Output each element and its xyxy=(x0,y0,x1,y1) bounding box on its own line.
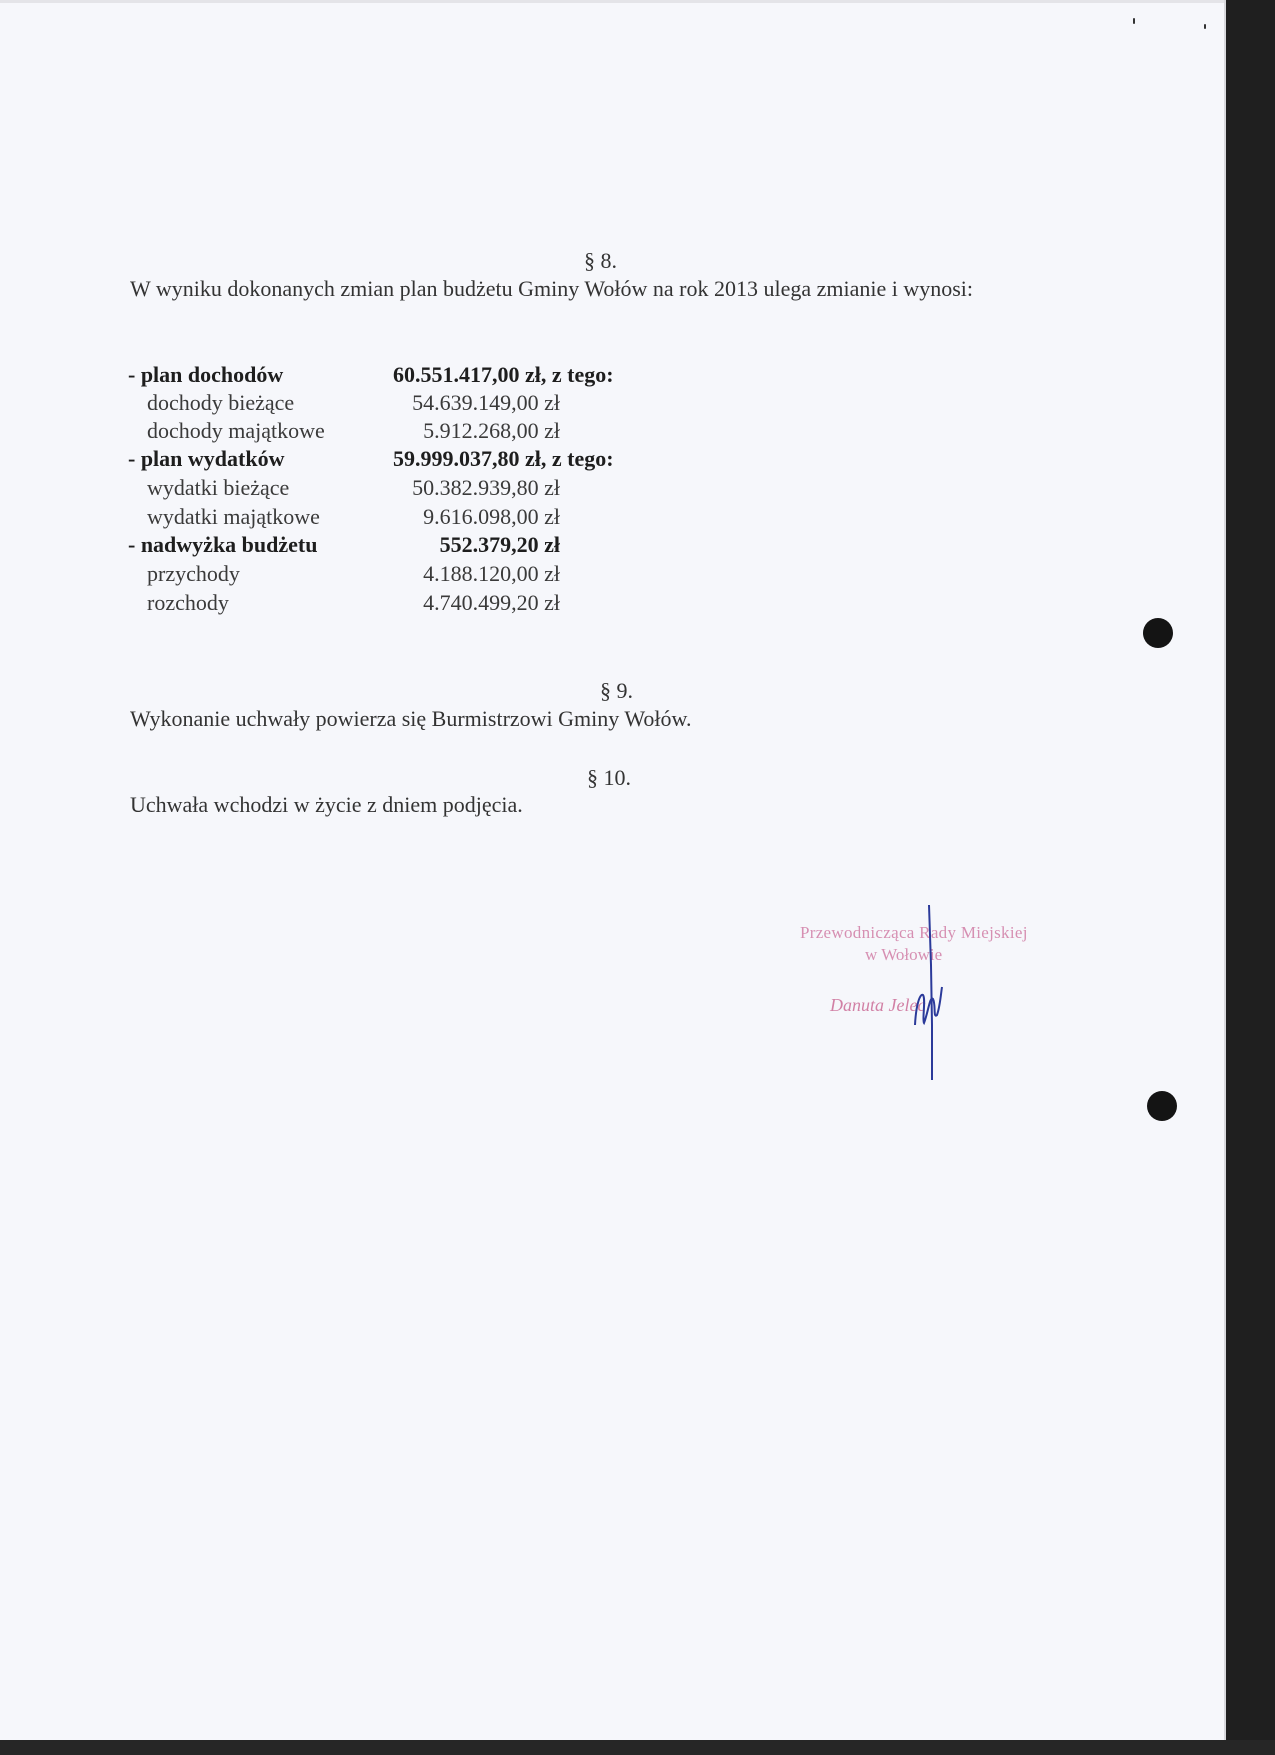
budget-row-amount: 4.740.499,20 zł xyxy=(423,590,560,615)
budget-row-label: dochody majątkowe xyxy=(147,418,325,443)
section-8-intro: W wyniku dokonanych zmian plan budżetu Gminy Wołów na rok 2013 ulega zmianie i wynosi: xyxy=(130,276,974,301)
budget-row-amount: 9.616.098,00 zł xyxy=(423,504,560,529)
section-10-mark: § 10. xyxy=(587,765,631,790)
punch-hole-lower xyxy=(1147,1091,1177,1121)
scan-bottom-edge xyxy=(0,1740,1275,1755)
budget-row-label: dochody bieżące xyxy=(147,390,295,415)
stamp-location: w Wołowie xyxy=(865,945,943,964)
section-9-mark: § 9. xyxy=(600,678,633,703)
section-8-mark: § 8. xyxy=(584,248,617,273)
budget-row-label: - nadwyżka budżetu xyxy=(128,532,318,557)
budget-row-amount: 5.912.268,00 zł xyxy=(423,418,560,443)
stamp-title: Przewodnicząca Rady Miejskiej xyxy=(800,923,1028,942)
budget-row-amount: 4.188.120,00 zł xyxy=(423,561,560,586)
budget-row-amount: 54.639.149,00 zł xyxy=(412,390,560,415)
budget-row-dochody-biezace xyxy=(128,390,688,418)
budget-row-label: - plan dochodów xyxy=(128,362,284,387)
budget-row-label: wydatki bieżące xyxy=(147,475,290,500)
page-top-edge xyxy=(0,0,1224,3)
scan-speck xyxy=(1204,24,1206,29)
budget-row-label: rozchody xyxy=(147,590,229,615)
budget-row-nadwyzka xyxy=(128,532,688,560)
budget-row-label: wydatki majątkowe xyxy=(147,504,320,529)
budget-row-plan-dochodow xyxy=(128,362,688,390)
budget-row-amount: 59.999.037,80 zł, z tego: xyxy=(393,446,614,471)
stamp-name: Danuta Jelec xyxy=(830,995,926,1015)
budget-row-dochody-majatkowe xyxy=(128,418,688,446)
signature-icon xyxy=(790,895,1070,1095)
budget-row-amount: 552.379,20 zł xyxy=(439,532,560,557)
budget-row-rozchody xyxy=(128,590,688,618)
budget-row-wydatki-biezace xyxy=(128,475,688,503)
budget-row-przychody xyxy=(128,561,688,589)
budget-row-wydatki-majatkowe xyxy=(128,504,688,532)
budget-row-label: - plan wydatków xyxy=(128,446,285,471)
budget-row-amount: 50.382.939,80 zł xyxy=(412,475,560,500)
budget-row-plan-wydatkow xyxy=(128,446,688,474)
punch-hole-upper xyxy=(1143,618,1173,648)
budget-row-label: przychody xyxy=(147,561,240,586)
section-10-text: Uchwała wchodzi w życie z dniem podjęcia. xyxy=(130,792,523,817)
section-9-text: Wykonanie uchwały powierza się Burmistrzowi Gminy Wołów. xyxy=(130,706,692,731)
official-stamp xyxy=(790,895,1070,1095)
budget-row-amount: 60.551.417,00 zł, z tego: xyxy=(393,362,614,387)
scan-speck xyxy=(1133,18,1135,24)
